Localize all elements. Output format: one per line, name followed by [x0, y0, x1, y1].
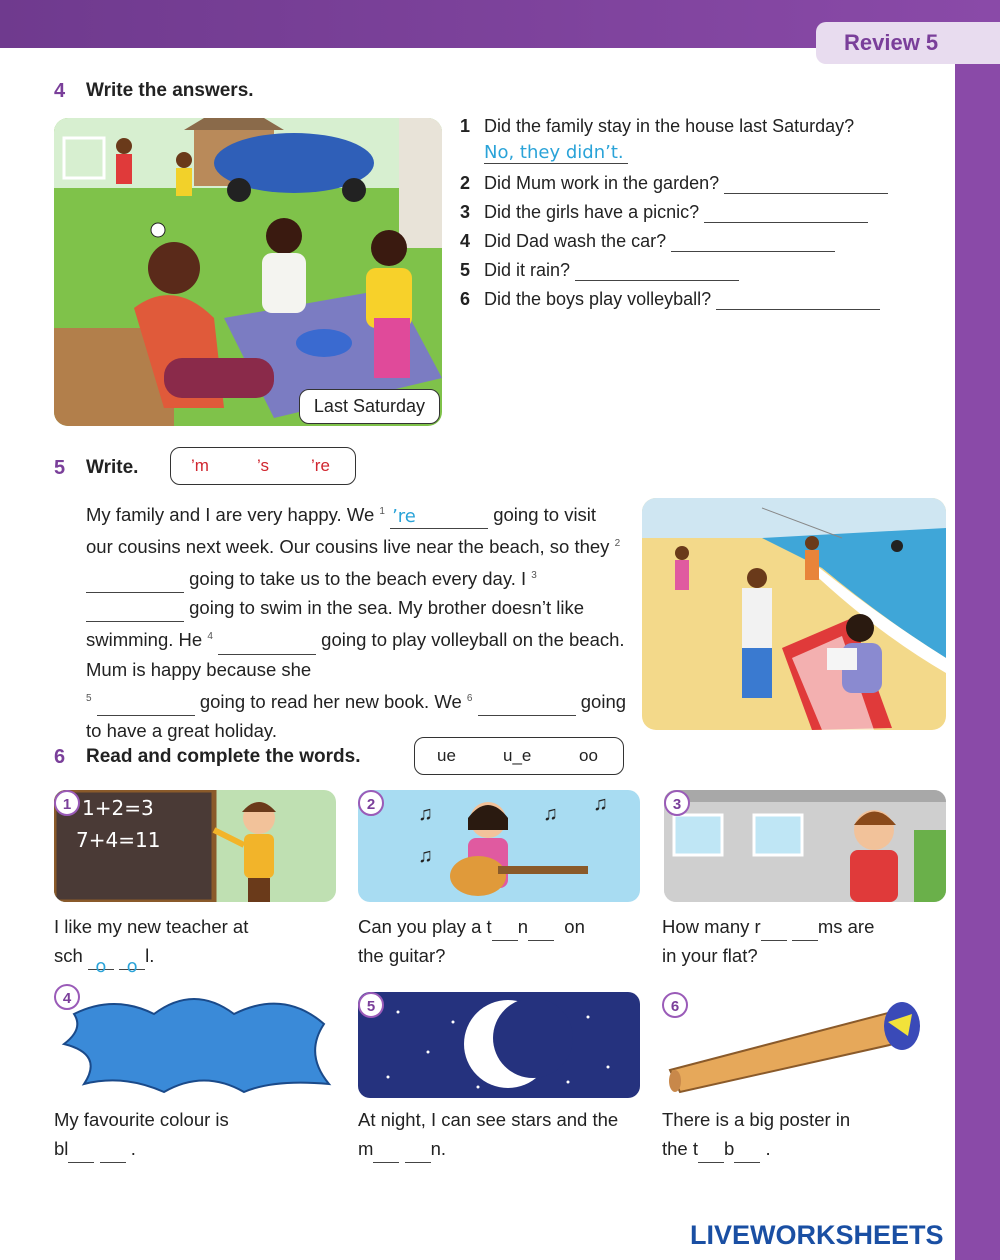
- exercise-5-title: Write.: [86, 457, 139, 478]
- family-picnic-picture: [54, 118, 442, 426]
- last-saturday-label: Last Saturday: [299, 389, 440, 424]
- card-2-caption: Can you play a t n on the guitar?: [358, 916, 585, 966]
- question-1: 1 Did the family stay in the house last Saturday?: [460, 116, 855, 136]
- card-6-gap-1[interactable]: [698, 1144, 724, 1163]
- gap-2[interactable]: [86, 572, 184, 593]
- word-re: ’re: [311, 456, 330, 475]
- gap-3[interactable]: [86, 601, 184, 622]
- gap-1-answer: ’re: [392, 506, 416, 528]
- exercise-6-number: 6: [54, 746, 66, 768]
- card-1-teacher: [54, 790, 336, 902]
- card-5-caption: At night, I can see stars and the m n.: [358, 1105, 648, 1163]
- card-5-gap-1[interactable]: [373, 1144, 399, 1163]
- card-5-moon: [358, 992, 640, 1098]
- card-1-gap-1[interactable]: o: [88, 951, 114, 970]
- review-tab: Review 5: [816, 22, 1000, 64]
- card-6-badge: 6: [662, 992, 688, 1018]
- card-2-guitar: [358, 790, 640, 902]
- answer-3-field[interactable]: [704, 204, 868, 223]
- question-5: 5 Did it rain?: [460, 260, 739, 281]
- word-oo: oo: [579, 746, 598, 765]
- card-2-gap-2[interactable]: [528, 922, 554, 941]
- card-4-caption: My favourite colour is bl .: [54, 1105, 344, 1163]
- card-1-badge: 1: [54, 790, 80, 816]
- word-s: ’s: [257, 456, 269, 475]
- card-5-gap-2[interactable]: [405, 1144, 431, 1163]
- card-2-gap-1[interactable]: [492, 922, 518, 941]
- svg-text:♫: ♫: [418, 803, 433, 825]
- word-ue: ue: [437, 746, 456, 765]
- exercise-5-paragraph: My family and I are very happy. We $^1$ ’re going to visit our cousins next week. Our cousins live near the beach, so they $^2$ going to take us to the beach every day. I $^3$ going to swim in the sea. My brother doesn’t like swimming. He $^4$ going to play volleyball on the beach. Mum is happy because she $^5$ going to read her new book. We $^6$ going to have a great holiday.: [86, 504, 627, 741]
- gap-5[interactable]: [97, 695, 195, 716]
- question-2: 2 Did Mum work in the garden?: [460, 173, 888, 194]
- card-3-flat: [664, 790, 946, 902]
- word-u-e: u_e: [503, 746, 532, 765]
- svg-text:♫: ♫: [418, 845, 433, 867]
- svg-text:♫: ♫: [593, 793, 608, 815]
- exercise-6-title: Read and complete the words.: [86, 746, 361, 767]
- chalk-line-1: 1+2=3: [82, 796, 154, 820]
- answer-6-field[interactable]: [716, 291, 880, 310]
- card-1-gap-2[interactable]: o: [119, 951, 145, 970]
- gap-6[interactable]: [478, 695, 576, 716]
- question-6: 6 Did the boys play volleyball?: [460, 289, 880, 310]
- answer-4-field[interactable]: [671, 233, 835, 252]
- card-6-caption: There is a big poster in the t b .: [662, 1105, 952, 1163]
- card-4-gap-1[interactable]: [68, 1144, 94, 1163]
- answer-2-field[interactable]: [724, 175, 888, 194]
- card-2-badge: 2: [358, 790, 384, 816]
- card-4-blue-splash: [54, 984, 336, 1096]
- side-banner: [955, 48, 1000, 1260]
- beach-picture: [642, 498, 946, 730]
- gap-4[interactable]: [218, 634, 316, 655]
- exercise-5-number: 5: [54, 457, 66, 479]
- answer-1-text: No, they didn’t.: [484, 142, 628, 164]
- card-3-badge: 3: [664, 790, 690, 816]
- exercise-4-number: 4: [54, 80, 66, 102]
- card-3-gap-1[interactable]: [761, 922, 787, 941]
- card-6-poster-tube: [662, 992, 944, 1098]
- card-4-gap-2[interactable]: [100, 1144, 126, 1163]
- exercise-5-word-box: [170, 447, 356, 485]
- question-4: 4 Did Dad wash the car?: [460, 231, 835, 252]
- svg-text:♫: ♫: [543, 803, 558, 825]
- card-4-badge: 4: [54, 984, 80, 1010]
- gap-1[interactable]: [390, 508, 488, 529]
- card-3-caption: How many r ms are in your flat?: [662, 916, 875, 966]
- answer-5-field[interactable]: [575, 262, 739, 281]
- word-m: ’m: [191, 456, 209, 475]
- exercise-4-title: Write the answers.: [86, 80, 254, 101]
- card-1-caption: I like my new teacher at sch o ol.: [54, 916, 249, 977]
- exercise-6-word-box: [414, 737, 624, 775]
- question-3: 3 Did the girls have a picnic?: [460, 202, 868, 223]
- liveworksheets-logo[interactable]: LIVEWORKSHEETS: [690, 1220, 944, 1250]
- card-5-badge: 5: [358, 992, 384, 1018]
- card-6-gap-2[interactable]: [734, 1144, 760, 1163]
- chalk-line-2: 7+4=11: [76, 828, 161, 852]
- card-3-gap-2[interactable]: [792, 922, 818, 941]
- answer-1[interactable]: [484, 142, 628, 163]
